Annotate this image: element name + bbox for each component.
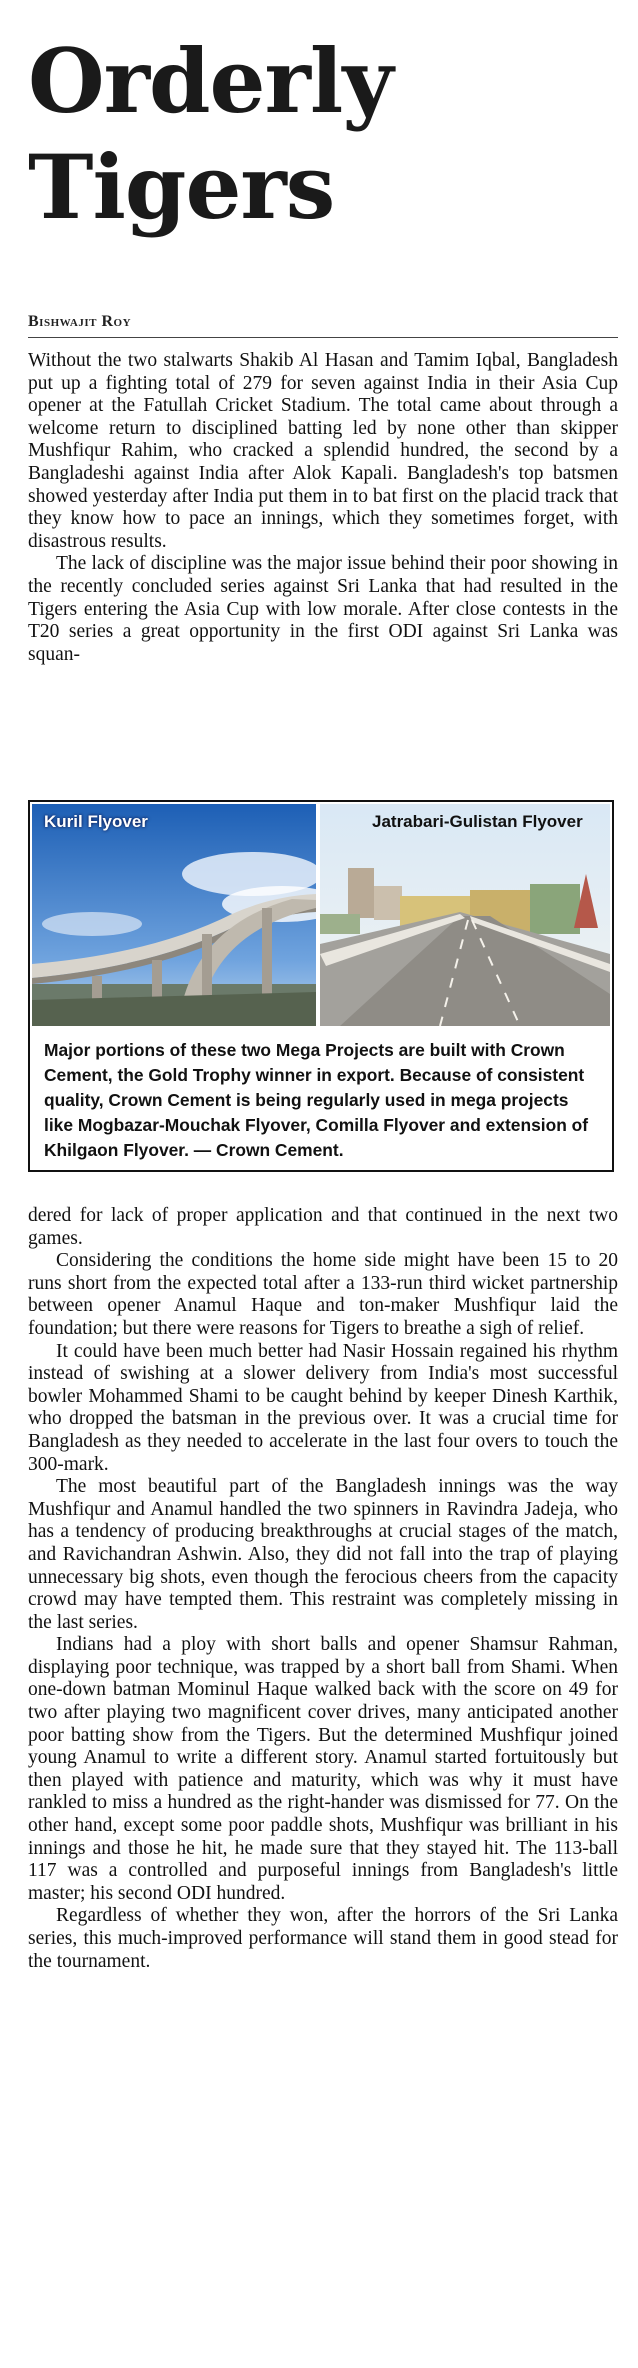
article-paragraph: Indians had a ploy with short balls and opener Shamsur Rahman, displaying poor technique, was trapped by a short ball from Shami. When one-down batman Mominul Haque walked back with the score on 49 for two after playing two magnificent cover drives, many anticipated another poor batting show from the Tigers. But the determined Mushfiqur joined young Anamul to write a different story. Anamul started fortuitously but then played with patience and maturity, which was why it must have rankled to miss a hundred as the right-hander was dismissed for 77. On the other hand, except some poor paddle shots, Mushfiqur was brilliant in his innings and those he hit, he made sure that they stayed hit. The 113-ball 117 was a controlled and purposeful innings from Bangladesh's little master; his second ODI hundred.	[28, 1634, 618, 1904]
article-body-top	[28, 350, 618, 666]
headline-line-1: Orderly	[28, 29, 393, 133]
jatrabari-gulistan-flyover-label: Jatrabari-Gulistan Flyover	[372, 812, 583, 831]
ad-photos	[32, 804, 610, 1026]
crown-cement-advertisement	[28, 800, 614, 1172]
article-byline: Bishwajit Roy	[28, 313, 132, 330]
kuril-flyover-label: Kuril Flyover	[44, 812, 148, 831]
article-headline	[28, 28, 618, 240]
kuril-flyover-photo	[32, 804, 316, 1026]
article-paragraph: Regardless of whether they won, after the horrors of the Sri Lanka series, this much-improved performance will stand them in good stead for the tournament.	[28, 1905, 618, 1972]
byline-divider	[28, 337, 618, 338]
jatrabari-gulistan-flyover-photo	[320, 804, 610, 1026]
advertisement-caption: Major portions of these two Mega Projects are built with Crown Cement, the Gold Trophy winner in export. Because of consistent quality, Crown Cement is being regularly used in mega projects like Mogbazar-Mouchak Flyover, Comilla Flyover and extension of Khilgaon Flyover. — Crown Cement.	[44, 1040, 589, 1160]
headline-line-2: Tigers	[28, 135, 335, 239]
article-paragraph: The most beautiful part of the Bangladesh innings was the way Mushfiqur and Anamul handled the two spinners in Ravindra Jadeja, who has a tendency of producing breakthroughs at crucial stages of the match, and Ravichandran Ashwin. Also, they did not fall into the trap of playing unnecessary big shots, even though the ferocious cheers from the capacity crowd may have tempted them. This restraint was completely missing in the last series.	[28, 1476, 618, 1633]
article-paragraph: dered for lack of proper application and that continued in the next two games.	[28, 1205, 618, 1249]
article-paragraph: It could have been much better had Nasir Hossain regained his rhythm instead of swishing at a slower delivery from India's most successful bowler Mohammed Shami to be caught behind by keeper Dinesh Karthik, who dropped the batsman in the previous over. It was a crucial time for Bangladesh as they needed to accelerate in the last four overs to touch the 300-mark.	[28, 1340, 618, 1475]
article-paragraph: Considering the conditions the home side might have been 15 to 20 runs short from the expected total after a 133-run third wicket partnership between opener Anamul Haque and ton-maker Mushfiqur laid the foundation; but there were reasons for Tigers to breathe a sigh of relief.	[28, 1250, 618, 1339]
article-paragraph: The lack of discipline was the major issue behind their poor showing in the recently concluded series against Sri Lanka that had resulted in the Tigers entering the Asia Cup with low morale. After close contests in the T20 series a great opportunity in the first ODI against Sri Lanka was squan-	[28, 553, 618, 665]
article-paragraph: Without the two stalwarts Shakib Al Hasan and Tamim Iqbal, Bangladesh put up a fighting total of 279 for seven against India in their Asia Cup opener at the Fatullah Cricket Stadium. The total came about through a welcome return to disciplined batting led by none other than skipper Mushfiqur Rahim, who cracked a splendid hundred, the second by a Bangladeshi against India after Alok Kapali. Bangladesh's top batsmen showed yesterday after India put them in to bat first on the placid track that they know how to pace an innings, which they sometimes forget, with disastrous results.	[28, 350, 618, 552]
article-body-bottom	[28, 1205, 618, 1973]
